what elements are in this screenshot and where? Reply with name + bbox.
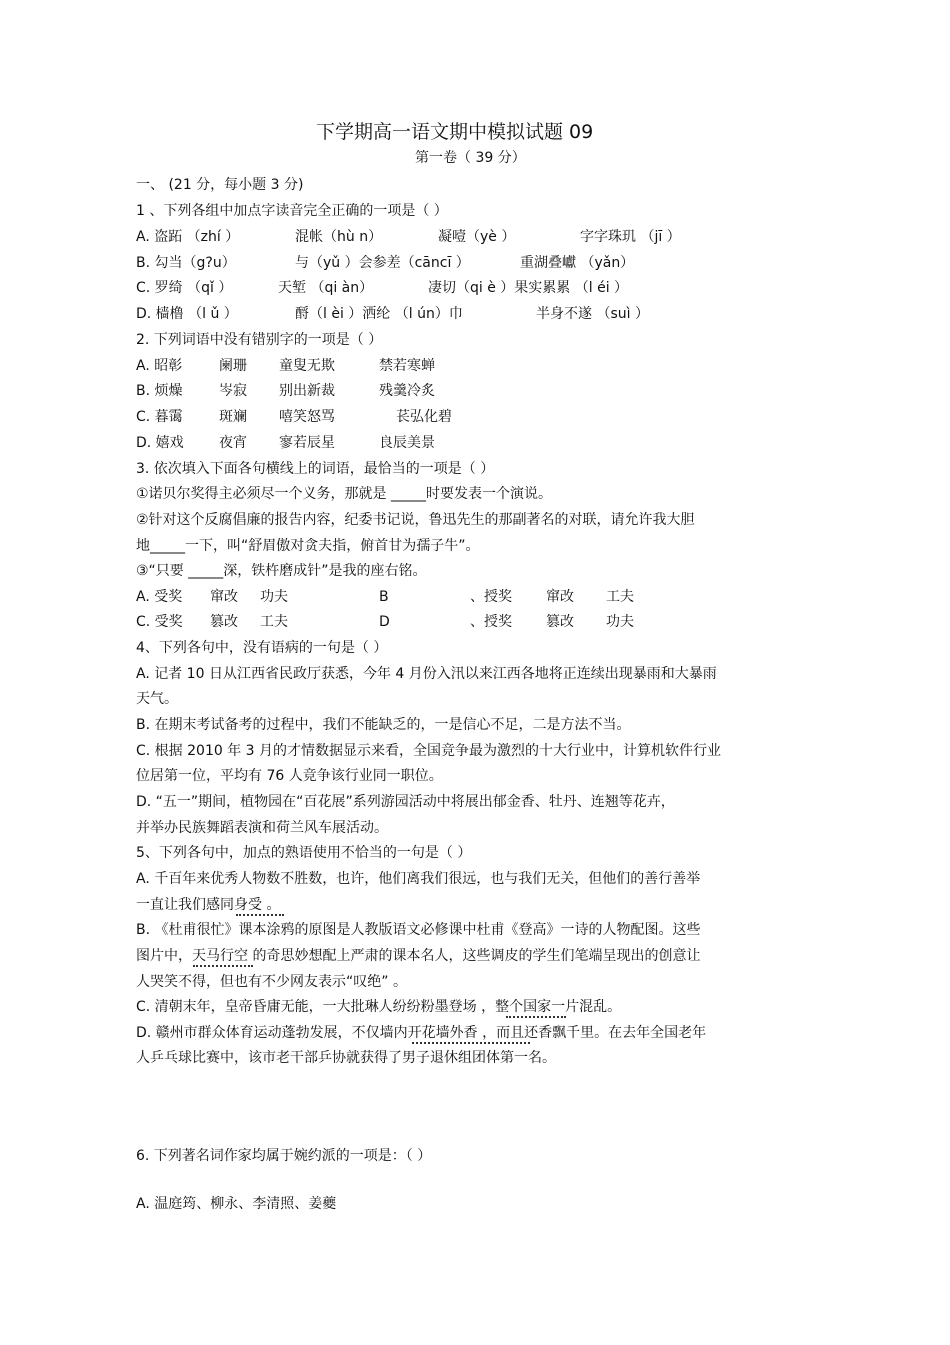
emphasis-dots: [236, 914, 284, 916]
q2-d-item-3: 寥若辰星: [279, 435, 335, 451]
q3-b-item-3: 窜改: [546, 589, 574, 605]
q1-b-item-2: 与（yǔ ）会参差（cāncī ）: [295, 255, 470, 271]
question-5-line: C. 清朝末年，皇帝昏庸无能，一大批琳人纷纷粉墨登场 ，整个国家一片混乱。: [136, 999, 622, 1015]
question-5-line: B. 《杜甫很忙》课本涂鸦的原图是人教版语文必修课中杜甫《登高》一诗的人物配图。这些: [136, 922, 701, 938]
page-title: 下学期高一语文期中模拟试题 09: [316, 121, 594, 143]
question-6-option-a: A. 温庭筠、柳永、李清照、姜夔: [136, 1196, 337, 1212]
q3-c-item-1: C. 受奖: [136, 614, 183, 630]
q1-c-item-1: C. 罗绮 （qǐ ）: [136, 280, 233, 296]
q2-c-item-2: 斑斓: [219, 409, 247, 425]
question-2-row-b: [136, 382, 636, 400]
question-4-line: 并举办民族舞蹈表演和荷兰风车展活动。: [136, 820, 388, 836]
question-2-row-a: [136, 357, 636, 375]
question-1-row-c: [136, 279, 836, 297]
question-3-sentence-2b: 地_____一下，叫“舒眉傲对贪夫指，俯首甘为孺子牛”。: [136, 538, 480, 554]
page-subtitle: 第一卷（ 39 分）: [415, 150, 526, 166]
q2-a-item-3: 童叟无欺: [279, 358, 335, 374]
q3-b-item-2: 、授奖: [470, 589, 512, 605]
question-4-line: D. “五一”期间，植物园在“百花展”系列游园活动中将展出郁金香、牡丹、连翘等花卉，: [136, 794, 675, 810]
q1-c-item-2: 天堑 （qi àn）: [278, 280, 374, 296]
question-1-row-a: [136, 228, 836, 246]
q2-b-item-2: 岑寂: [219, 383, 247, 399]
emphasis-dots: [193, 965, 253, 967]
q1-d-item-1: D. 樯橹 （l ǔ ）: [136, 306, 238, 322]
question-4-line: C. 根据 2010 年 3 月的才情数据显示来看，全国竞争最为激烈的十大行业中，计算机软件行业: [136, 743, 722, 759]
q1-b-item-3: 重湖叠巘 （yǎn）: [520, 255, 635, 271]
question-3-row-ab: [136, 588, 736, 606]
q3-a-item-2: 窜改: [210, 589, 238, 605]
q1-a-item-3: 凝噎（yè ）: [438, 229, 516, 245]
question-5-line: 一直让我们感同身受 。: [136, 897, 281, 913]
question-6-stem: 6. 下列著名词作家均属于婉约派的一项是：（ ）: [136, 1148, 432, 1164]
q3-b-item-1: B: [379, 589, 389, 605]
section-heading: 一、 (21 分，每小题 3 分): [136, 177, 304, 193]
emphasis-dots: [506, 1016, 566, 1018]
q3-c-item-2: 篡改: [210, 614, 238, 630]
question-5-stem: 5、下列各句中，加点的熟语使用不恰当的一句是（ ）: [136, 845, 472, 861]
q1-a-item-4: 字字珠玑 （jī ）: [580, 229, 681, 245]
q2-a-item-2: 阑珊: [219, 358, 247, 374]
q1-d-item-3: 半身不遂 （suì ）: [536, 306, 649, 322]
q3-d-item-1: D: [379, 614, 390, 630]
q2-a-item-1: A. 昭彰: [136, 358, 183, 374]
q1-c-item-3: 凄切（qi è ）果实累累 （l éi ）: [428, 280, 629, 296]
q2-c-item-4: 苌弘化碧: [396, 409, 452, 425]
q1-b-item-1: B. 勾当（g?u）: [136, 255, 236, 271]
question-2-stem: 2. 下列词语中没有错别字的一项是（ ）: [136, 332, 383, 348]
question-4-line: 位居第一位，平均有 76 人竞争该行业同一职位。: [136, 768, 443, 784]
q2-c-item-1: C. 暮霭: [136, 409, 183, 425]
question-3-stem: 3. 依次填入下面各句横线上的词语，最恰当的一项是（ ）: [136, 461, 495, 477]
q3-a-item-3: 功夫: [260, 589, 288, 605]
question-3-sentence-1: ①诺贝尔奖得主必须尽一个义务，那就是 _____时要发表一个演说。: [136, 486, 552, 502]
q2-a-item-4: 禁若寒蝉: [379, 358, 435, 374]
question-3-sentence-3: ③“只要 _____深，铁杵磨成针”是我的座右铭。: [136, 563, 427, 579]
question-5-line: 人哭笑不得，但也有不少网友表示“叹绝” 。: [136, 974, 407, 990]
question-5-line: D. 赣州市群众体育运动蓬勃发展，不仅墙内开花墙外香 ，而且还香飘千里。在去年全国老年: [136, 1025, 707, 1041]
q2-b-item-4: 残羹冷炙: [379, 383, 435, 399]
question-5-line: 图片中，天马行空 的奇思妙想配上严肃的课本名人，这些调皮的学生们笔端呈现出的创意让: [136, 948, 701, 964]
q3-d-item-2: 、授奖: [470, 614, 512, 630]
question-3-row-cd: [136, 613, 736, 631]
question-5-line: A. 千百年来优秀人物数不胜数，也许，他们离我们很远，也与我们无关，但他们的善行善举: [136, 871, 701, 887]
q2-d-item-1: D. 嬉戏: [136, 435, 184, 451]
q3-d-item-4: 功夫: [606, 614, 634, 630]
q2-d-item-2: 夜宵: [219, 435, 247, 451]
q3-d-item-3: 篡改: [546, 614, 574, 630]
question-4-line: 天气。: [136, 691, 178, 707]
q2-b-item-3: 别出新裁: [279, 383, 335, 399]
question-2-row-c: [136, 408, 636, 426]
question-4-line: A. 记者 10 日从江西省民政厅获悉，今年 4 月份入汛以来江西各地将正连续出现暴雨和大暴雨: [136, 666, 717, 682]
question-4-line: B. 在期末考试备考的过程中，我们不能缺乏的，一是信心不足，二是方法不当。: [136, 717, 631, 733]
q2-c-item-3: 嘻笑怒骂: [279, 409, 335, 425]
emphasis-dots: [412, 1042, 530, 1044]
q3-b-item-4: 工夫: [606, 589, 634, 605]
q2-b-item-1: B. 烦燥: [136, 383, 183, 399]
q3-a-item-1: A. 受奖: [136, 589, 183, 605]
q3-c-item-3: 工夫: [260, 614, 288, 630]
question-4-stem: 4、下列各句中，没有语病的一句是（ ）: [136, 640, 388, 656]
question-1-row-b: [136, 254, 836, 272]
question-3-sentence-2a: ②针对这个反腐倡廉的报告内容，纪委书记说，鲁迅先生的那副著名的对联，请允许我大胆: [136, 512, 695, 528]
question-5-line: 人乒乓球比赛中，该市老干部乒协就获得了男子退休组团体第一名。: [136, 1050, 556, 1066]
q1-a-item-1: A. 盗跖 （zhí ）: [136, 229, 240, 245]
q1-a-item-2: 混帐（hù n）: [295, 229, 383, 245]
q1-d-item-2: 酹（l èi ）洒纶 （l ún）巾: [295, 306, 463, 322]
question-2-row-d: [136, 434, 636, 452]
question-1-row-d: [136, 305, 836, 323]
question-1-stem: 1 、下列各组中加点字读音完全正确的一项是（ ）: [136, 203, 448, 219]
q2-d-item-4: 良辰美景: [379, 435, 435, 451]
